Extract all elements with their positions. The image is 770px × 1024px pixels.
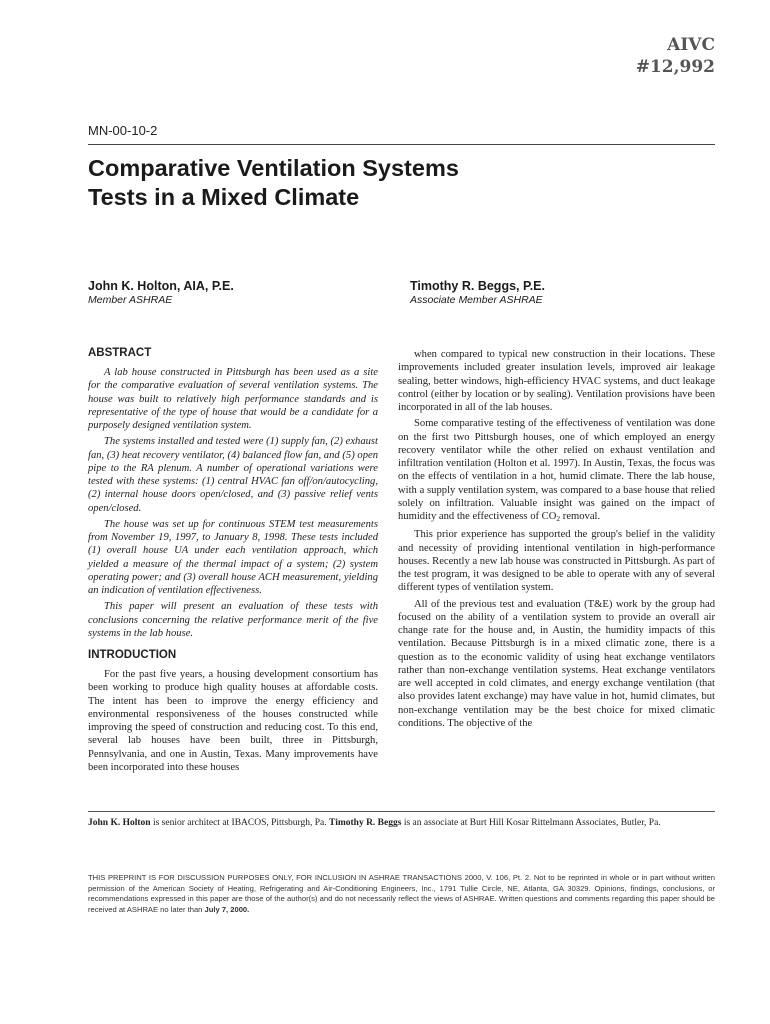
stamp-line-1: AIVC: [667, 35, 715, 55]
body-paragraph: All of the previous test and evaluation (T&E) work by the group had focused on the ability of a ventilation system to provide an overall air change rate for the house and, in Austin, the humidity impacts of this ventilation. Because Pittsburgh is in a mixed climatic zone, there is a question as to the economic validity of using heat exchange ventilators rather than non-exchange ventilation systems. Heat exchange ventilators are well accepted in cold climates, and energy exchange ventilation (that also provides latent exchange) may have value in hot, humid climates, but non-exchange ventilation may be the best choice for mixed climatic conditions. The objective of the: [398, 598, 715, 729]
left-column: [88, 346, 378, 777]
introduction-heading: INTRODUCTION: [88, 649, 177, 661]
archive-stamp: [636, 34, 715, 78]
abstract-paragraph: A lab house constructed in Pittsburgh has been used as a site for the comparative evaluation of several ventilation systems. The house was built to relatively high performance standards and is representative of the type of house that would be a candidate for a purposely designed ventilation system.: [88, 367, 378, 431]
abstract-paragraph: This paper will present an evaluation of these tests with conclusions concerning the relative performance merit of the five systems in the lab house.: [88, 601, 378, 639]
abstract-paragraph: The house was set up for continuous STEM test measurements from November 19, 1997, to January 8, 1998. These tests included (1) overall house UA under each ventilation approach, which yielded a measure of the thermal impact of a system; (2) system operating power; and (3) overall house ACH measurement, yielding an indication of ventilation effectiveness.: [88, 518, 378, 596]
abstract-section: [88, 346, 378, 640]
author-2-name: Timothy R. Beggs, P.E.: [410, 279, 545, 293]
author-1-name: John K. Holton, AIA, P.E.: [88, 279, 234, 293]
body-text: removal.: [560, 511, 601, 522]
author-1: [88, 279, 234, 307]
footnote-rule: [88, 811, 715, 812]
body-paragraph: This prior experience has supported the group's belief in the validity and necessity of providing intentional ventilation in high-performance houses. Recently a new lab house was constructed in Pittsburgh. As part of the test program, it was designed to be able to operate with any of several different types of ventilation system.: [398, 529, 715, 594]
body-text: Some comparative testing of the effectiveness of ventilation was done on the first two Pittsburgh houses, one of which employed an energy recovery ventilator while the other relied on exhaust ventilation and infiltration ventilation (Holton et al. 1997). In Austin, Texas, the focus was on the effects of ventilation in a hot, humid climate. There the lab house, with a supply ventilation system, was compared to a base house that relied solely on infiltration. Valuable insight was gained on the impact of humidity and the effectiveness of CO: [398, 418, 715, 522]
body-paragraph: when compared to typical new construction in their locations. These improvements included greater insulation levels, improved air leakage sealing, better windows, high-efficiency HVAC systems, and duct leakage control (either by location or by sealing). Ventilation provisions have been incorporated in all of the lab houses.: [398, 349, 715, 413]
subscript: 2: [556, 514, 561, 523]
introduction-paragraph: For the past five years, a housing development consortium has been working to produce high quality houses at affordable costs. The intent has been to improve the energy efficiency and environmental responsiveness of the houses constructed while improving the speed of construction and reducing cost. To this end, several lab houses have been built, three in Pittsburgh, Pennsylvania, and one in Austin, Texas. Many improvements have been incorporated into these houses: [88, 669, 378, 773]
preprint-notice: [88, 873, 715, 915]
footnote-name-2: Timothy R. Beggs: [329, 818, 402, 828]
header-rule: [88, 144, 715, 145]
author-1-affiliation: Member ASHRAE: [88, 294, 173, 306]
abstract-heading: ABSTRACT: [88, 347, 152, 359]
stamp-line-2: #12,992: [635, 57, 715, 77]
footnote-name-1: John K. Holton: [88, 818, 151, 828]
author-2: [410, 279, 545, 307]
footnote-text-2: is an associate at Burt Hill Kosar Rittelmann Associates, Butler, Pa.: [401, 818, 661, 828]
preprint-text: THIS PREPRINT IS FOR DISCUSSION PURPOSES ONLY, FOR INCLUSION IN ASHRAE TRANSACTIONS 2000, V. 106, Pt. 2. Not to be reprinted in whole or in part without written permission of the American Society of Heating, Refrigerating and Air-Conditioning Engineers, Inc., 1791 Tullie Circle, NE, Atlanta, GA 30329. Opinions, findings, conclusions, or recommendations expressed in this paper are those of the author(s) and do not necessarily reflect the views of ASHRAE. Written questions and comments regarding this paper should be received at ASHRAE no later than: [88, 873, 715, 914]
author-2-affiliation: Associate Member ASHRAE: [410, 294, 543, 306]
preprint-deadline: July 7, 2000.: [204, 904, 250, 914]
right-column: [398, 348, 715, 733]
introduction-section: [88, 648, 378, 774]
paper-title: Comparative Ventilation Systems Tests in a Mixed Climate: [88, 155, 459, 210]
body-paragraph: [398, 417, 715, 525]
abstract-paragraph: The systems installed and tested were (1) supply fan, (2) exhaust fan, (3) heat recovery ventilator, (4) balanced flow fan, and (5) open pipe to the RA plenum. A number of operational variations were tested with these systems: (1) central HVAC fan off/on/autocycling, (2) internal house doors open/closed, and (3) passive relief vents open/closed.: [88, 436, 378, 514]
author-footnote: [88, 817, 715, 830]
footnote-text-1: is senior architect at IBACOS, Pittsburgh, Pa.: [150, 818, 330, 828]
document-id: MN-00-10-2: [88, 123, 158, 138]
